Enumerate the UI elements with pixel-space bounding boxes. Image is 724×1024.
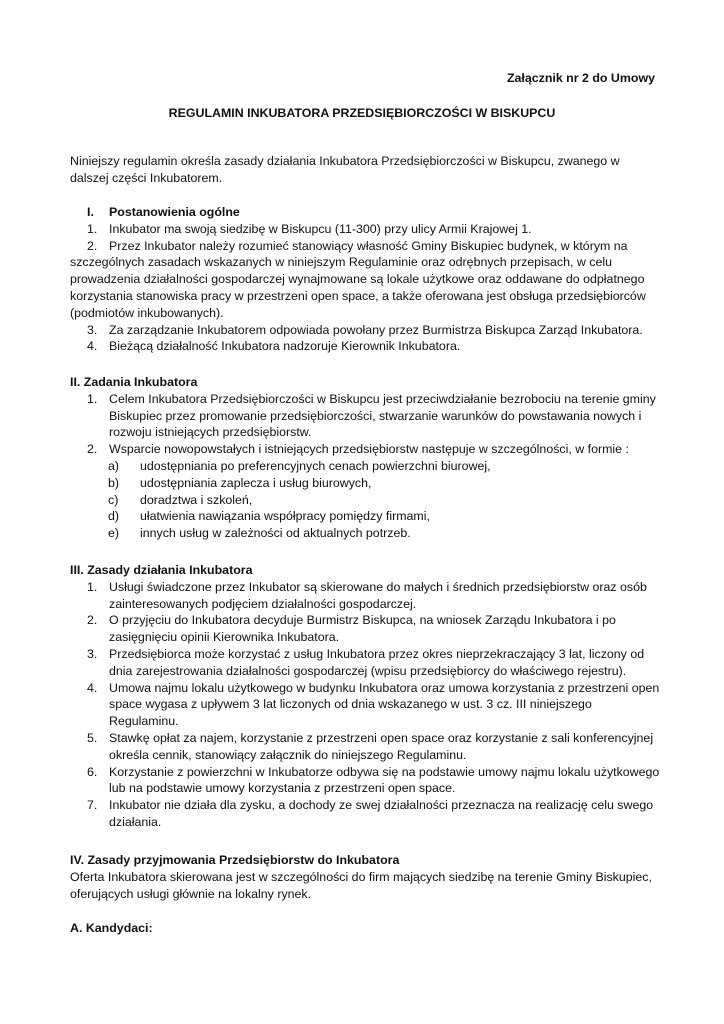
- section-1: [70, 204, 660, 355]
- section-3: [70, 562, 660, 831]
- section-1-title: Postanowienia ogólne: [109, 205, 240, 219]
- list-item: 2. Przez Inkubator należy rozumieć stanowiący własność Gminy Biskupiec budynek, w którym na szczególnych zasadach wskazanych w niniejszym Regulaminie oraz odrębnych przepisach, w celu prowadzenia działalności gospodarczej wynajmowane są lokale użytkowe oraz oddawane do odpłatnego korzystania stanowiska pracy w przestrzeni open space, a także oferowana jest obsługa przedsiębiorców (podmiotów inkubowanych).: [70, 238, 646, 320]
- section-2: [70, 374, 660, 542]
- annex-label: Załącznik nr 2 do Umowy: [506, 71, 655, 85]
- section-2-heading: II. Zadania Inkubatora: [70, 375, 198, 389]
- sub-list-item: e) innych usług w zależności od aktualnych potrzeb.: [108, 526, 411, 541]
- document-title: REGULAMIN INKUBATORA PRZEDSIĘBIORCZOŚCI W BISKUPCU: [168, 106, 556, 120]
- section-1-number: I.: [87, 205, 94, 219]
- list-item: 3. Za zarządzanie Inkubatorem odpowiada powołany przez Burmistrza Biskupca Zarząd Inkubatora.: [87, 322, 643, 337]
- sub-list-item: d) ułatwienia nawiązania współpracy pomiędzy firmami,: [108, 509, 430, 524]
- list-item: 4. Umowa najmu lokalu użytkowego w budynku Inkubatora oraz umowa korzystania z przestrzeni open space wygasa z upływem 3 lat liczonych od dnia wskazanego w ust. 3 cz. III niniejszego Regulaminu.: [87, 680, 660, 729]
- section-a-heading: A. Kandydaci:: [70, 921, 153, 935]
- list-item: 1. Usługi świadczone przez Inkubator są skierowane do małych i średnich przedsiębiorstw oraz osób zainteresowanych podjęciem działalności gospodarczej.: [87, 579, 647, 611]
- list-item: 1. Celem Inkubatora Przedsiębiorczości w Biskupcu jest przeciwdziałanie bezrobociu na terenie gminy Biskupiec przez promowanie przedsiębiorczości, stwarzanie warunków do powstawania nowych i rozwoju istniejących przedsiębiorstw.: [87, 391, 656, 440]
- list-item: 7. Inkubator nie działa dla zysku, a dochody ze swej działalności przeznacza na realizację celu swego działania.: [87, 798, 654, 829]
- sub-list-item: b) udostępniania zaplecza i usług biurowych,: [108, 475, 372, 490]
- list-item: 6. Korzystanie z powierzchni w Inkubatorze odbywa się na podstawie umowy najmu lokalu użytkowego lub na podstawie umowy korzystania z przestrzeni open space.: [87, 764, 660, 796]
- list-item: 2. O przyjęciu do Inkubatora decyduje Burmistrz Biskupca, na wniosek Zarządu Inkubatora i po zasięgnięciu opinii Kierownika Inkubatora.: [87, 613, 616, 645]
- list-item: 1. Inkubator ma swoją siedzibę w Biskupcu (11-300) przy ulicy Armii Krajowej 1.: [87, 221, 532, 236]
- list-item: 5. Stawkę opłat za najem, korzystanie z przestrzeni open space oraz korzystanie z sali konferencyjnej określa cennik, stanowiący załącznik do niniejszego Regulaminu.: [87, 730, 654, 762]
- section-4-heading: IV. Zasady przyjmowania Przedsiębiorstw do Inkubatora: [70, 853, 400, 867]
- sub-list-item: a) udostępniania po preferencyjnych cenach powierzchni biurowej,: [108, 458, 491, 473]
- intro-paragraph: Niniejszy regulamin określa zasady działania Inkubatora Przedsiębiorczości w Biskupcu, zwanego w dalszej części Inkubatorem.: [70, 154, 620, 185]
- section-3-heading: III. Zasady działania Inkubatora: [70, 563, 253, 577]
- sub-list-item: c) doradztwa i szkoleń,: [108, 492, 253, 507]
- section-1-heading: [70, 204, 660, 221]
- list-item: 3. Przedsiębiorca może korzystać z usług Inkubatora przez okres nieprzekraczający 3 lat, liczony od dnia zarejestrowania działalności gospodarczej (wpisu przedsiębiorcy do właściwego rejestru).: [87, 646, 645, 678]
- section-4: [70, 852, 660, 902]
- list-item: 4. Bieżącą działalność Inkubatora nadzoruje Kierownik Inkubatora.: [87, 339, 461, 354]
- section-4-text: Oferta Inkubatora skierowana jest w szczególności do firm mających siedzibę na terenie Gminy Biskupiec, oferujących usługi głównie na lokalny rynek.: [70, 869, 652, 901]
- list-item: 2. Wsparcie nowopowstałych i istniejących przedsiębiorstw następuje w szczególności, w formie :: [87, 442, 629, 457]
